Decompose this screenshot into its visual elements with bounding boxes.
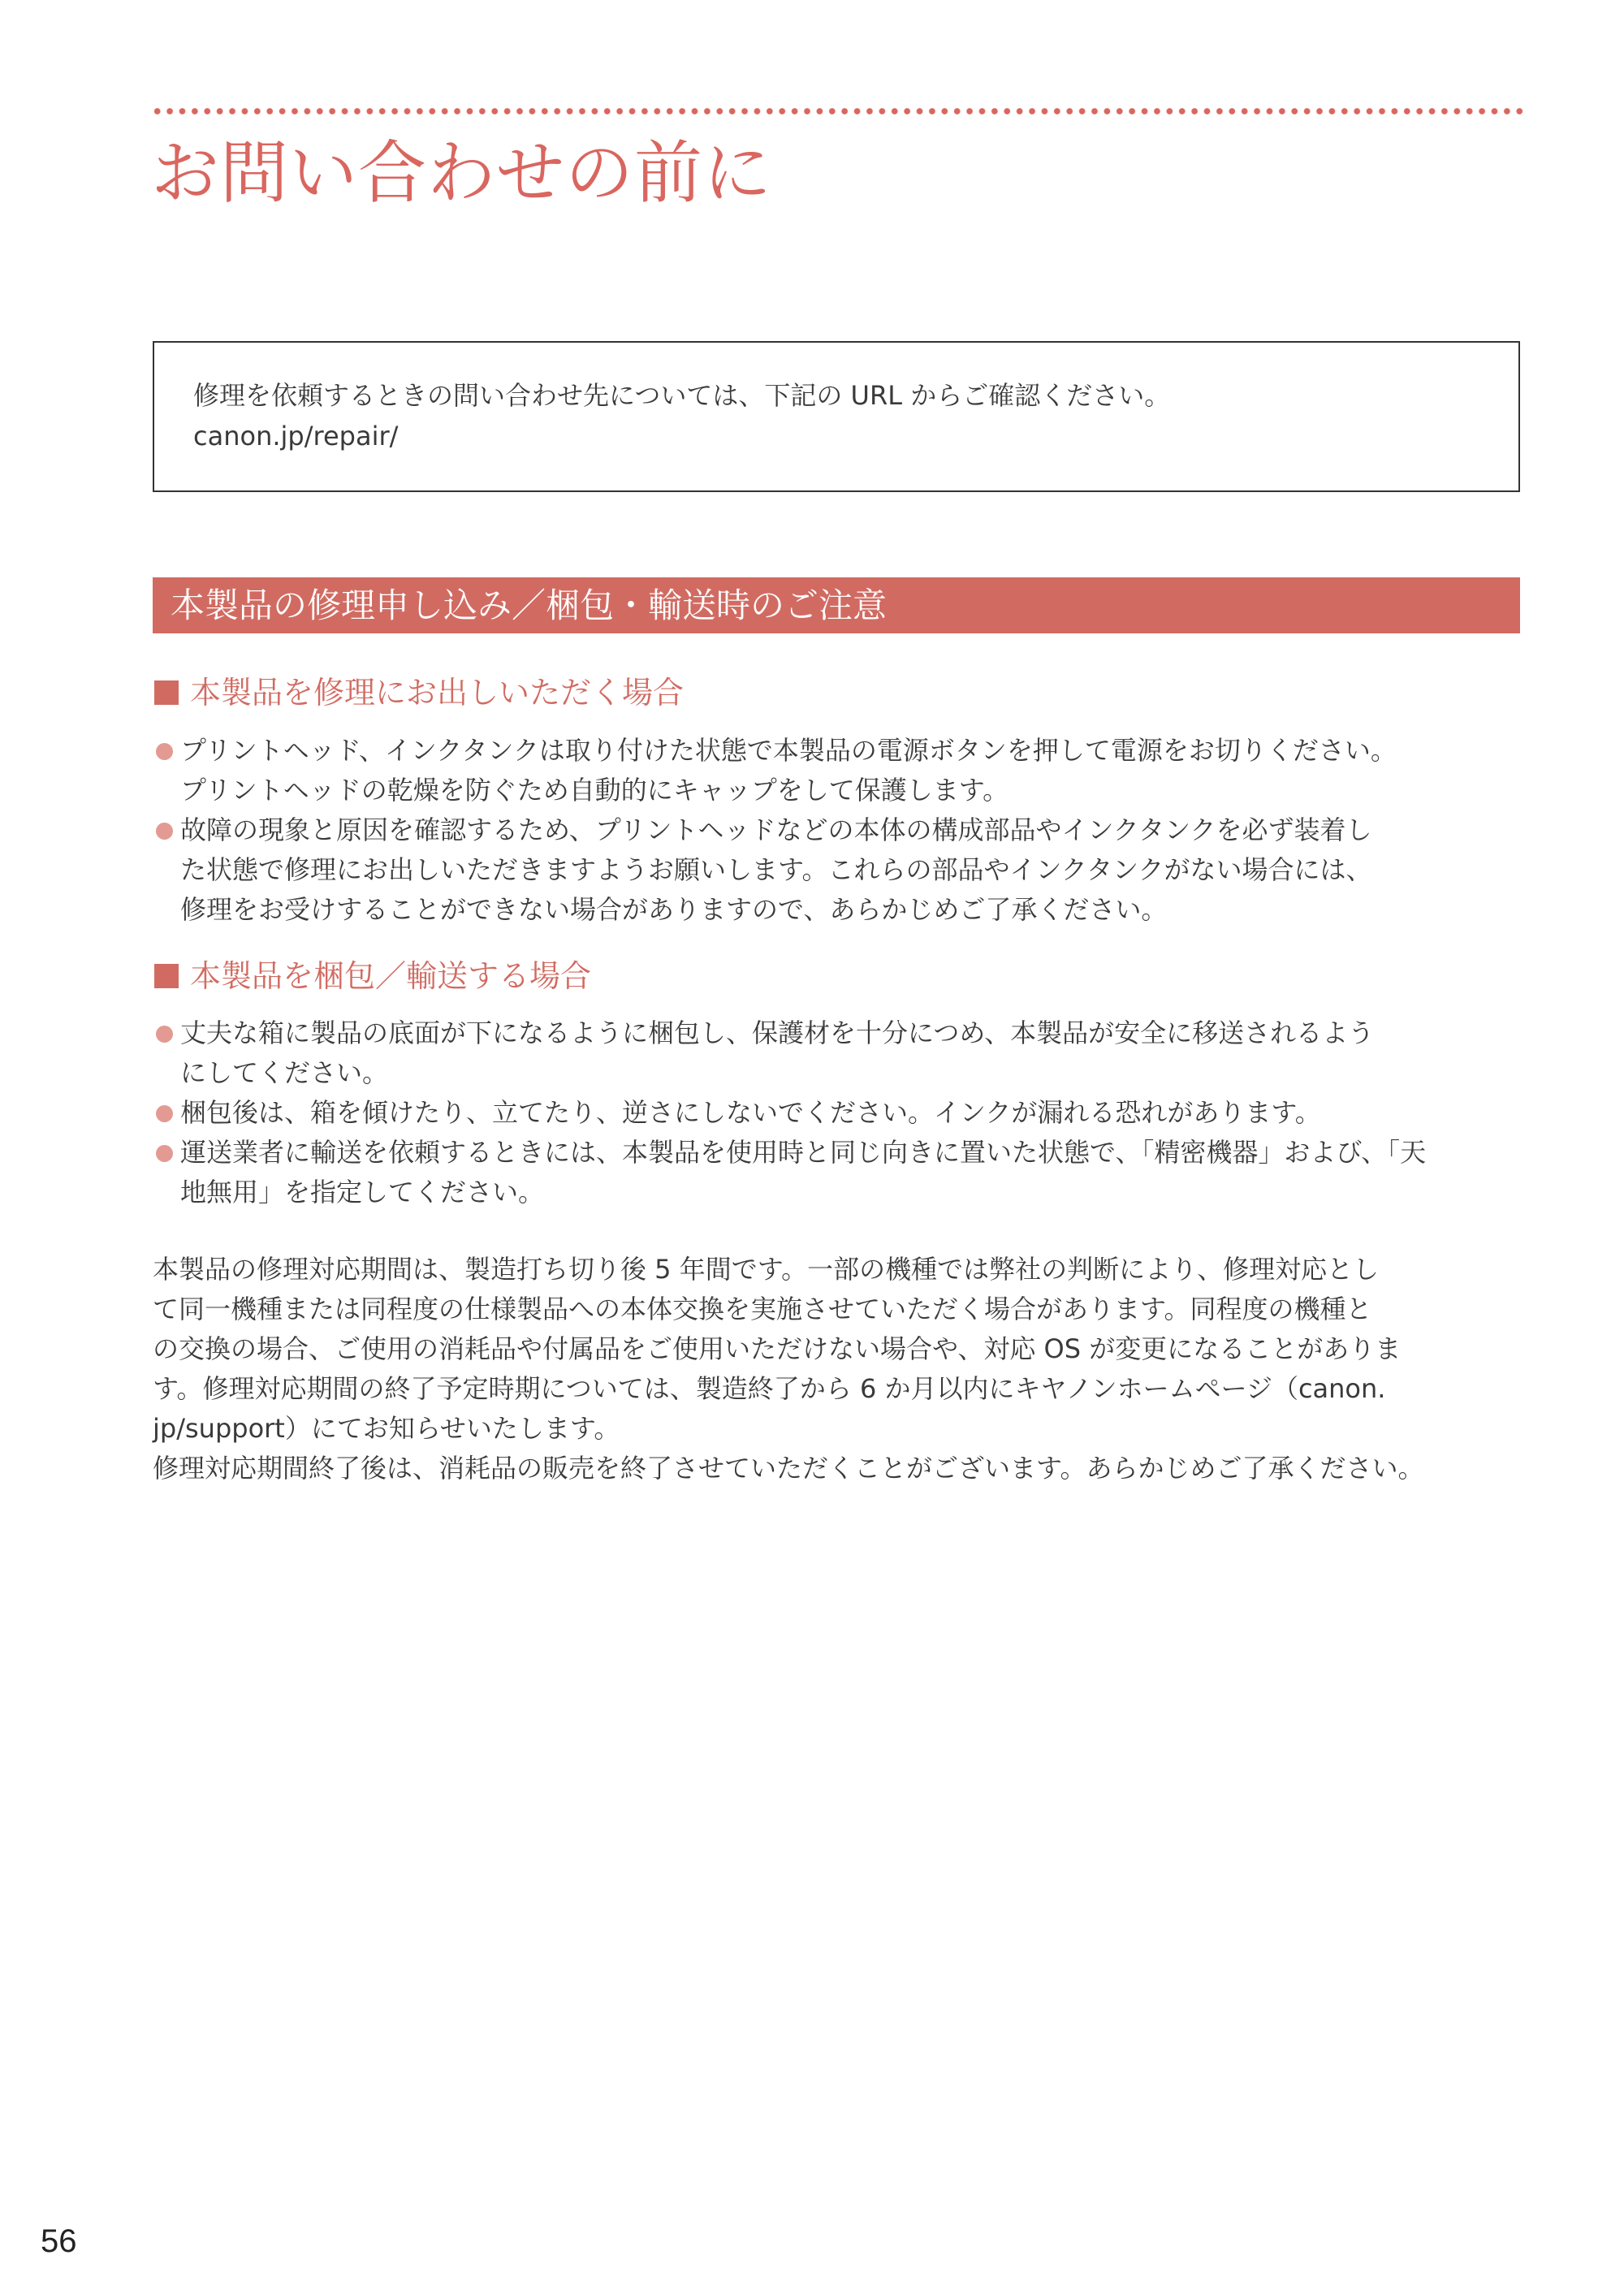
page-title: お問い合わせの前に [151,133,773,213]
list-item-line: プリントヘッド、インクタンクは取り付けた状態で本製品の電源ボタンを押して電源をお切りください。 [180,735,1397,766]
section-title: 本製品の修理申し込み／梱包・輸送時のご注意 [171,585,888,625]
notice-text: 修理を依頼するときの問い合わせ先については、下記の URL からご確認ください。 [193,380,1171,411]
dotted-divider [151,106,1523,116]
list-item [153,731,1525,810]
list-item-line: た状態で修理にお出しいただきますようお願いします。これらの部品やインクタンクがない場合には、 [180,854,1372,885]
list-item [153,810,1525,930]
list-item-line: プリントヘッドの乾燥を防ぐため自動的にキャップをして保護します。 [180,775,1009,806]
square-bullet-icon [154,964,179,988]
subsection-repair-heading [154,672,684,714]
list-item-line: 丈夫な箱に製品の底面が下になるように梱包し、保護材を十分につめ、本製品が安全に移送されるよう [180,1017,1375,1048]
notice-box [153,341,1520,492]
circle-bullet-icon [156,1026,173,1043]
paragraph-line: 本製品の修理対応期間は、製造打ち切り後 5 年間です。一部の機種では弊社の判断により、修理対応とし [153,1254,1380,1285]
paragraph-line: す。修理対応期間の終了予定時期については、製造終了から 6 か月以内にキヤノンホームページ（canon. [153,1373,1386,1404]
page-number: 56 [41,2223,77,2259]
list-item [153,1093,1525,1133]
repair-period-paragraph [153,1250,1533,1488]
paragraph-line: 修理対応期間終了後は、消耗品の販売を終了させていただくことがございます。あらかじめご了承ください。 [153,1453,1424,1484]
paragraph-line: の交換の場合、ご使用の消耗品や付属品をご使用いただけない場合や、対応 OS が変更になることがありま [153,1333,1402,1364]
square-bullet-icon [154,680,179,705]
list-item-line: 運送業者に輸送を依頼するときには、本製品を使用時と同じ向きに置いた状態で、「精密機器」および、「天 [180,1137,1427,1168]
subsection-packing-heading [154,955,591,997]
circle-bullet-icon [156,1105,173,1122]
subsection-packing-title: 本製品を梱包／輸送する場合 [190,958,592,994]
section-header-bar [153,577,1520,633]
subsection-repair-title: 本製品を修理にお出しいただく場合 [190,675,685,711]
repair-notes-list [153,731,1525,930]
paragraph-line: jp/support）にてお知らせいたします。 [153,1413,620,1444]
list-item-line: 梱包後は、箱を傾けたり、立てたり、逆さにしないでください。インクが漏れる恐れがあります。 [180,1097,1321,1128]
circle-bullet-icon [156,743,173,760]
list-item-line: 地無用」を指定してください。 [180,1177,545,1207]
notice-url: canon.jp/repair/ [193,421,399,451]
paragraph-line: て同一機種または同程度の仕様製品への本体交換を実施させていただく場合があります。同程度の機種と [153,1294,1372,1324]
list-item [153,1133,1525,1212]
circle-bullet-icon [156,1145,173,1162]
list-item-line: 修理をお受けすることができない場合がありますので、あらかじめご了承ください。 [180,894,1168,925]
list-item-line: 故障の現象と原因を確認するため、プリントヘッドなどの本体の構成部品やインクタンクを必ず装着し [180,814,1372,845]
list-item [153,1013,1525,1093]
circle-bullet-icon [156,823,173,840]
packing-notes-list [153,1013,1525,1212]
list-item-line: にしてください。 [180,1057,389,1088]
